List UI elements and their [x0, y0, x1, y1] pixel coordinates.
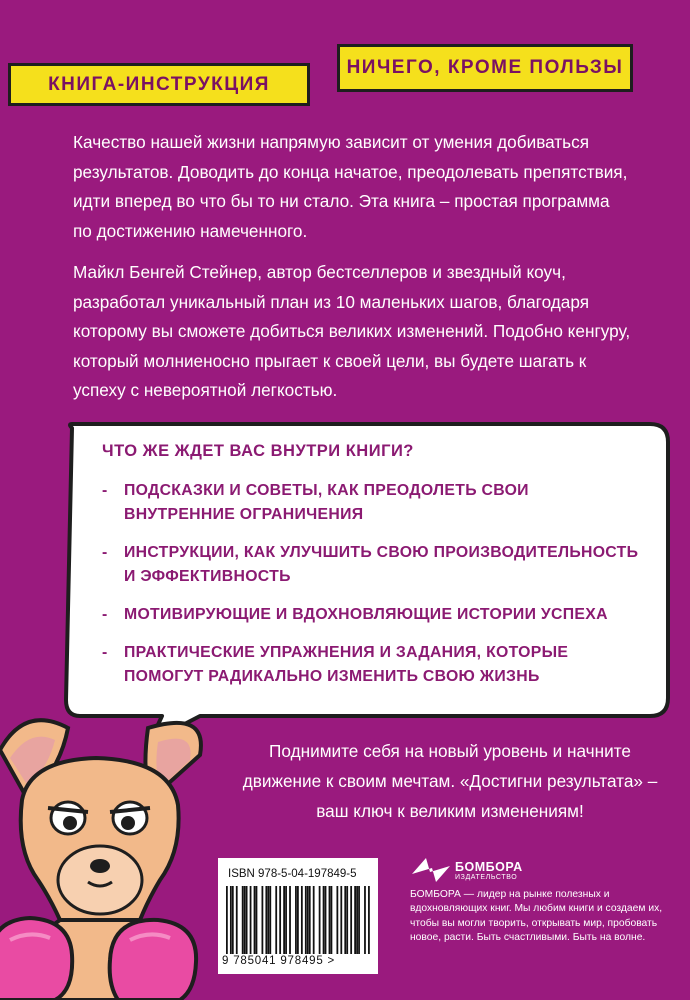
bullet-dash: -	[102, 544, 108, 561]
publisher-description: БОМБОРА — лидер на рынке полезных и вдохновляющих книг. Мы любим книги и создаем их, чтобы вы могли творить, открывать мир, пробовать новое, расти. Быть счастливыми. Быть на волне.	[410, 889, 663, 943]
list-item-text: МОТИВИРУЮЩИЕ И ВДОХНОВЛЯЮЩИЕ ИСТОРИИ УСПЕХА	[124, 606, 608, 623]
list-item-text: ПОДСКАЗКИ И СОВЕТЫ, КАК ПРЕОДОЛЕТЬ СВОИ ВНУТРЕННИЕ ОГРАНИЧЕНИЯ	[124, 482, 529, 523]
barcode-bars	[226, 886, 370, 954]
bullet-dash: -	[102, 606, 108, 623]
tagline-label-text: НИЧЕГО, КРОМЕ ПОЛЬЗЫ	[346, 57, 624, 78]
intro-paragraph-2: Майкл Бенгей Стейнер, автор бестселлеров и звездный коуч, разработал уникальный план из 10 маленьких шагов, благодаря которому вы сможете добиться великих изменений. Подобно кенгуру, который молниеносно прыгает к своей цели, вы будете шагать к успеху с невероятной легкостью.	[73, 262, 631, 400]
barcode	[218, 858, 378, 974]
isbn-text: ISBN 978-5-04-197849-5	[228, 868, 357, 880]
intro-paragraph-1: Качество нашей жизни напрямую зависит от умения добиваться результатов. Доводить до конца начатое, преодолевать препятствия, идти вперед во что бы то ни стало. Эта книга – простая программа по достижению намеченного.	[73, 132, 628, 241]
publisher-name: БОМБОРА	[455, 860, 523, 874]
book-type-label-text: КНИГА-ИНСТРУКЦИЯ	[48, 73, 270, 95]
list-item-text: ИНСТРУКЦИИ, КАК УЛУЧШИТЬ СВОЮ ПРОИЗВОДИТЕЛЬНОСТЬ И ЭФФЕКТИВНОСТЬ	[124, 544, 639, 585]
publisher-subtitle: ИЗДАТЕЛЬСТВО	[455, 874, 518, 881]
list-item-text: ПРАКТИЧЕСКИЕ УПРАЖНЕНИЯ И ЗАДАНИЯ, КОТОРЫЕ ПОМОГУТ РАДИКАЛЬНО ИЗМЕНИТЬ СВОЮ ЖИЗНЬ	[124, 644, 569, 685]
contents-title: ЧТО ЖЕ ЖДЕТ ВАС ВНУТРИ КНИГИ?	[102, 442, 414, 460]
publisher-logo-icon	[412, 858, 450, 882]
bullet-dash: -	[102, 482, 108, 499]
list-item	[102, 603, 642, 627]
closing-paragraph: Поднимите себя на новый уровень и начните движение к своим мечтам. «Достигни результата» – ваш ключ к великим изменениям!	[242, 741, 658, 821]
bullet-dash: -	[102, 644, 108, 661]
barcode-digits: 9 785041 978495 >	[222, 955, 336, 967]
book-contents-list	[102, 442, 642, 703]
list-item	[102, 479, 642, 527]
list-item	[102, 641, 642, 689]
list-item	[102, 541, 642, 589]
